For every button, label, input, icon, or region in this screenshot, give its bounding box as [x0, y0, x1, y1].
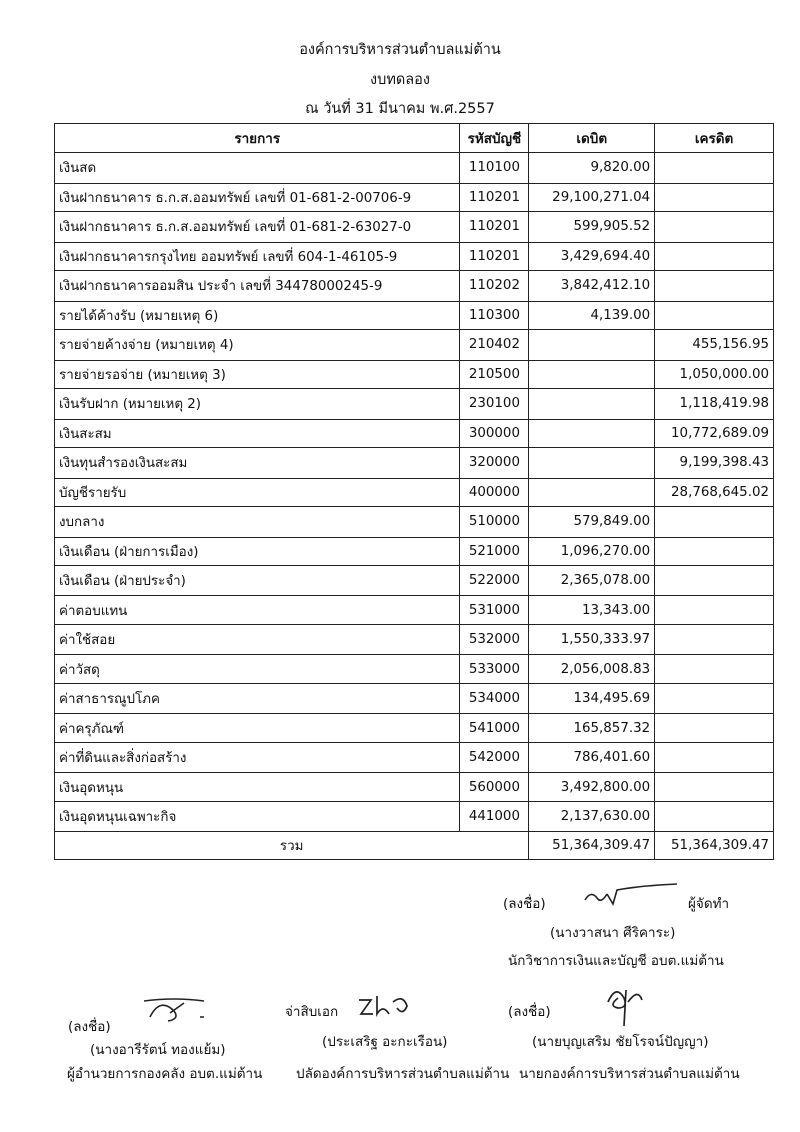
table-header-row — [55, 124, 774, 153]
row-credit: 9,199,398.43 — [655, 447, 774, 478]
row-account-code: 210402 — [460, 329, 529, 360]
row-debit — [529, 388, 655, 419]
row-item-name: ค่าสาธารณูปโภค — [55, 683, 460, 714]
row-account-code: 110201 — [460, 211, 529, 242]
row-item-name: เงินฝากธนาคารกรุงไทย ออมทรัพย์ เลขที่ 604-1-46105-9 — [55, 242, 460, 270]
row-item-name: เงินเดือน (ฝ่ายประจำ) — [55, 565, 460, 596]
row-item-name: บัญชีรายรับ — [55, 478, 460, 506]
row-item-name: เงินสะสม — [55, 419, 460, 447]
chief-signature — [598, 982, 648, 1032]
table-row — [55, 655, 774, 683]
row-credit — [655, 742, 774, 773]
row-credit — [655, 301, 774, 329]
row-debit: 29,100,271.04 — [529, 183, 655, 211]
row-debit: 3,429,694.40 — [529, 242, 655, 270]
trial-balance-table — [54, 123, 774, 860]
row-credit: 1,118,419.98 — [655, 388, 774, 419]
row-credit — [655, 655, 774, 683]
row-debit: 3,842,412.10 — [529, 270, 655, 301]
col-header-code: รหัสบัญชี — [460, 124, 529, 153]
chief-name: (นายบุญเสริม ชัยโรจน์ปัญญา) — [532, 1034, 709, 1050]
row-debit: 2,056,008.83 — [529, 655, 655, 683]
report-date: ณ วันที่ 31 มีนาคม พ.ศ.2557 — [305, 101, 495, 117]
table-row — [55, 506, 774, 537]
table-row — [55, 211, 774, 242]
row-credit — [655, 242, 774, 270]
director-sign-prefix: (ลงชื่อ) — [68, 1019, 111, 1035]
row-account-code: 110100 — [460, 153, 529, 184]
row-debit: 13,343.00 — [529, 596, 655, 624]
row-credit — [655, 153, 774, 184]
total-debit: 51,364,309.47 — [529, 832, 655, 860]
row-debit: 786,401.60 — [529, 742, 655, 773]
row-account-code: 510000 — [460, 506, 529, 537]
row-credit: 455,156.95 — [655, 329, 774, 360]
org-name: องค์การบริหารส่วนตำบลแม่ต้าน — [299, 42, 501, 58]
row-credit — [655, 624, 774, 655]
preparer-role: ผู้จัดทำ — [688, 896, 730, 912]
table-row — [55, 742, 774, 773]
row-item-name: ค่าใช้สอย — [55, 624, 460, 655]
table-row — [55, 773, 774, 801]
row-credit — [655, 683, 774, 714]
table-row — [55, 478, 774, 506]
row-debit: 579,849.00 — [529, 506, 655, 537]
table-row — [55, 447, 774, 478]
deputy-rank: จ่าสิบเอก — [285, 1004, 339, 1020]
row-account-code: 541000 — [460, 714, 529, 742]
director-position: ผู้อำนวยการกองคลัง อบต.แม่ต้าน — [67, 1066, 263, 1082]
table-row — [55, 388, 774, 419]
row-credit — [655, 270, 774, 301]
table-row — [55, 183, 774, 211]
row-account-code: 320000 — [460, 447, 529, 478]
table-row — [55, 301, 774, 329]
row-account-code: 441000 — [460, 801, 529, 832]
row-account-code: 110300 — [460, 301, 529, 329]
director-signature — [140, 995, 220, 1025]
preparer-name: (นางวาสนา ศีริคาระ) — [550, 925, 676, 941]
row-item-name: ค่าที่ดินและสิ่งก่อสร้าง — [55, 742, 460, 773]
row-item-name: ค่าวัสดุ — [55, 655, 460, 683]
row-item-name: เงินอุดหนุนเฉพาะกิจ — [55, 801, 460, 832]
row-credit — [655, 506, 774, 537]
deputy-signature — [355, 992, 415, 1020]
deputy-name: (ประเสริฐ อะกะเรือน) — [322, 1034, 448, 1050]
row-debit — [529, 478, 655, 506]
row-item-name: ค่าตอบแทน — [55, 596, 460, 624]
row-debit: 2,137,630.00 — [529, 801, 655, 832]
table-row — [55, 419, 774, 447]
col-header-item: รายการ — [55, 124, 460, 153]
row-debit — [529, 447, 655, 478]
row-account-code: 522000 — [460, 565, 529, 596]
row-debit: 3,492,800.00 — [529, 773, 655, 801]
row-account-code: 542000 — [460, 742, 529, 773]
chief-position: นายกองค์การบริหารส่วนตำบลแม่ต้าน — [519, 1066, 740, 1082]
row-item-name: เงินทุนสำรองเงินสะสม — [55, 447, 460, 478]
row-account-code: 560000 — [460, 773, 529, 801]
row-account-code: 110201 — [460, 183, 529, 211]
row-debit: 1,096,270.00 — [529, 537, 655, 565]
table-row — [55, 596, 774, 624]
row-item-name: เงินฝากธนาคาร ธ.ก.ส.ออมทรัพย์ เลขที่ 01-681-2-63027-0 — [55, 211, 460, 242]
row-item-name: เงินสด — [55, 153, 460, 184]
row-credit — [655, 565, 774, 596]
row-account-code: 533000 — [460, 655, 529, 683]
row-item-name: รายจ่ายรอจ่าย (หมายเหตุ 3) — [55, 360, 460, 388]
row-debit: 1,550,333.97 — [529, 624, 655, 655]
table-row — [55, 242, 774, 270]
row-item-name: เงินรับฝาก (หมายเหตุ 2) — [55, 388, 460, 419]
preparer-position: นักวิชาการเงินและบัญชี อบต.แม่ต้าน — [508, 953, 724, 969]
director-name: (นางอารีรัตน์ ทองแย้ม) — [90, 1042, 226, 1058]
row-credit — [655, 714, 774, 742]
row-item-name: เงินฝากธนาคาร ธ.ก.ส.ออมทรัพย์ เลขที่ 01-681-2-00706-9 — [55, 183, 460, 211]
row-debit — [529, 419, 655, 447]
report-title: งบทดลอง — [370, 72, 430, 88]
row-account-code: 210500 — [460, 360, 529, 388]
row-account-code: 300000 — [460, 419, 529, 447]
table-row — [55, 329, 774, 360]
table-row — [55, 565, 774, 596]
row-item-name: ค่าครุภัณฑ์ — [55, 714, 460, 742]
row-credit — [655, 537, 774, 565]
row-item-name: รายได้ค้างรับ (หมายเหตุ 6) — [55, 301, 460, 329]
row-debit: 599,905.52 — [529, 211, 655, 242]
row-item-name: เงินเดือน (ฝ่ายการเมือง) — [55, 537, 460, 565]
row-debit: 165,857.32 — [529, 714, 655, 742]
row-debit: 134,495.69 — [529, 683, 655, 714]
table-row — [55, 153, 774, 184]
row-debit: 2,365,078.00 — [529, 565, 655, 596]
total-label: รวม — [55, 832, 529, 860]
row-credit — [655, 801, 774, 832]
row-item-name: รายจ่ายค้างจ่าย (หมายเหตุ 4) — [55, 329, 460, 360]
row-debit: 9,820.00 — [529, 153, 655, 184]
row-account-code: 110201 — [460, 242, 529, 270]
preparer-sign-prefix: (ลงชื่อ) — [503, 896, 546, 912]
row-credit — [655, 596, 774, 624]
row-credit: 1,050,000.00 — [655, 360, 774, 388]
deputy-position: ปลัดองค์การบริหารส่วนตำบลแม่ต้าน — [296, 1066, 510, 1082]
preparer-signature — [577, 880, 687, 910]
total-credit: 51,364,309.47 — [655, 832, 774, 860]
row-item-name: เงินอุดหนุน — [55, 773, 460, 801]
row-credit — [655, 773, 774, 801]
row-item-name: เงินฝากธนาคารออมสิน ประจำ เลขที่ 34478000245-9 — [55, 270, 460, 301]
row-account-code: 531000 — [460, 596, 529, 624]
row-credit — [655, 183, 774, 211]
row-debit — [529, 329, 655, 360]
table-row — [55, 683, 774, 714]
row-account-code: 532000 — [460, 624, 529, 655]
table-row — [55, 360, 774, 388]
row-account-code: 521000 — [460, 537, 529, 565]
table-row — [55, 537, 774, 565]
table-row — [55, 624, 774, 655]
table-row — [55, 801, 774, 832]
chief-sign-prefix: (ลงชื่อ) — [508, 1004, 551, 1020]
total-row — [55, 832, 774, 860]
row-account-code: 400000 — [460, 478, 529, 506]
row-account-code: 230100 — [460, 388, 529, 419]
row-credit: 28,768,645.02 — [655, 478, 774, 506]
row-account-code: 110202 — [460, 270, 529, 301]
col-header-debit: เดบิต — [529, 124, 655, 153]
row-debit: 4,139.00 — [529, 301, 655, 329]
table-row — [55, 714, 774, 742]
row-credit: 10,772,689.09 — [655, 419, 774, 447]
row-credit — [655, 211, 774, 242]
col-header-credit: เครดิต — [655, 124, 774, 153]
row-account-code: 534000 — [460, 683, 529, 714]
table-row — [55, 270, 774, 301]
row-item-name: งบกลาง — [55, 506, 460, 537]
row-debit — [529, 360, 655, 388]
